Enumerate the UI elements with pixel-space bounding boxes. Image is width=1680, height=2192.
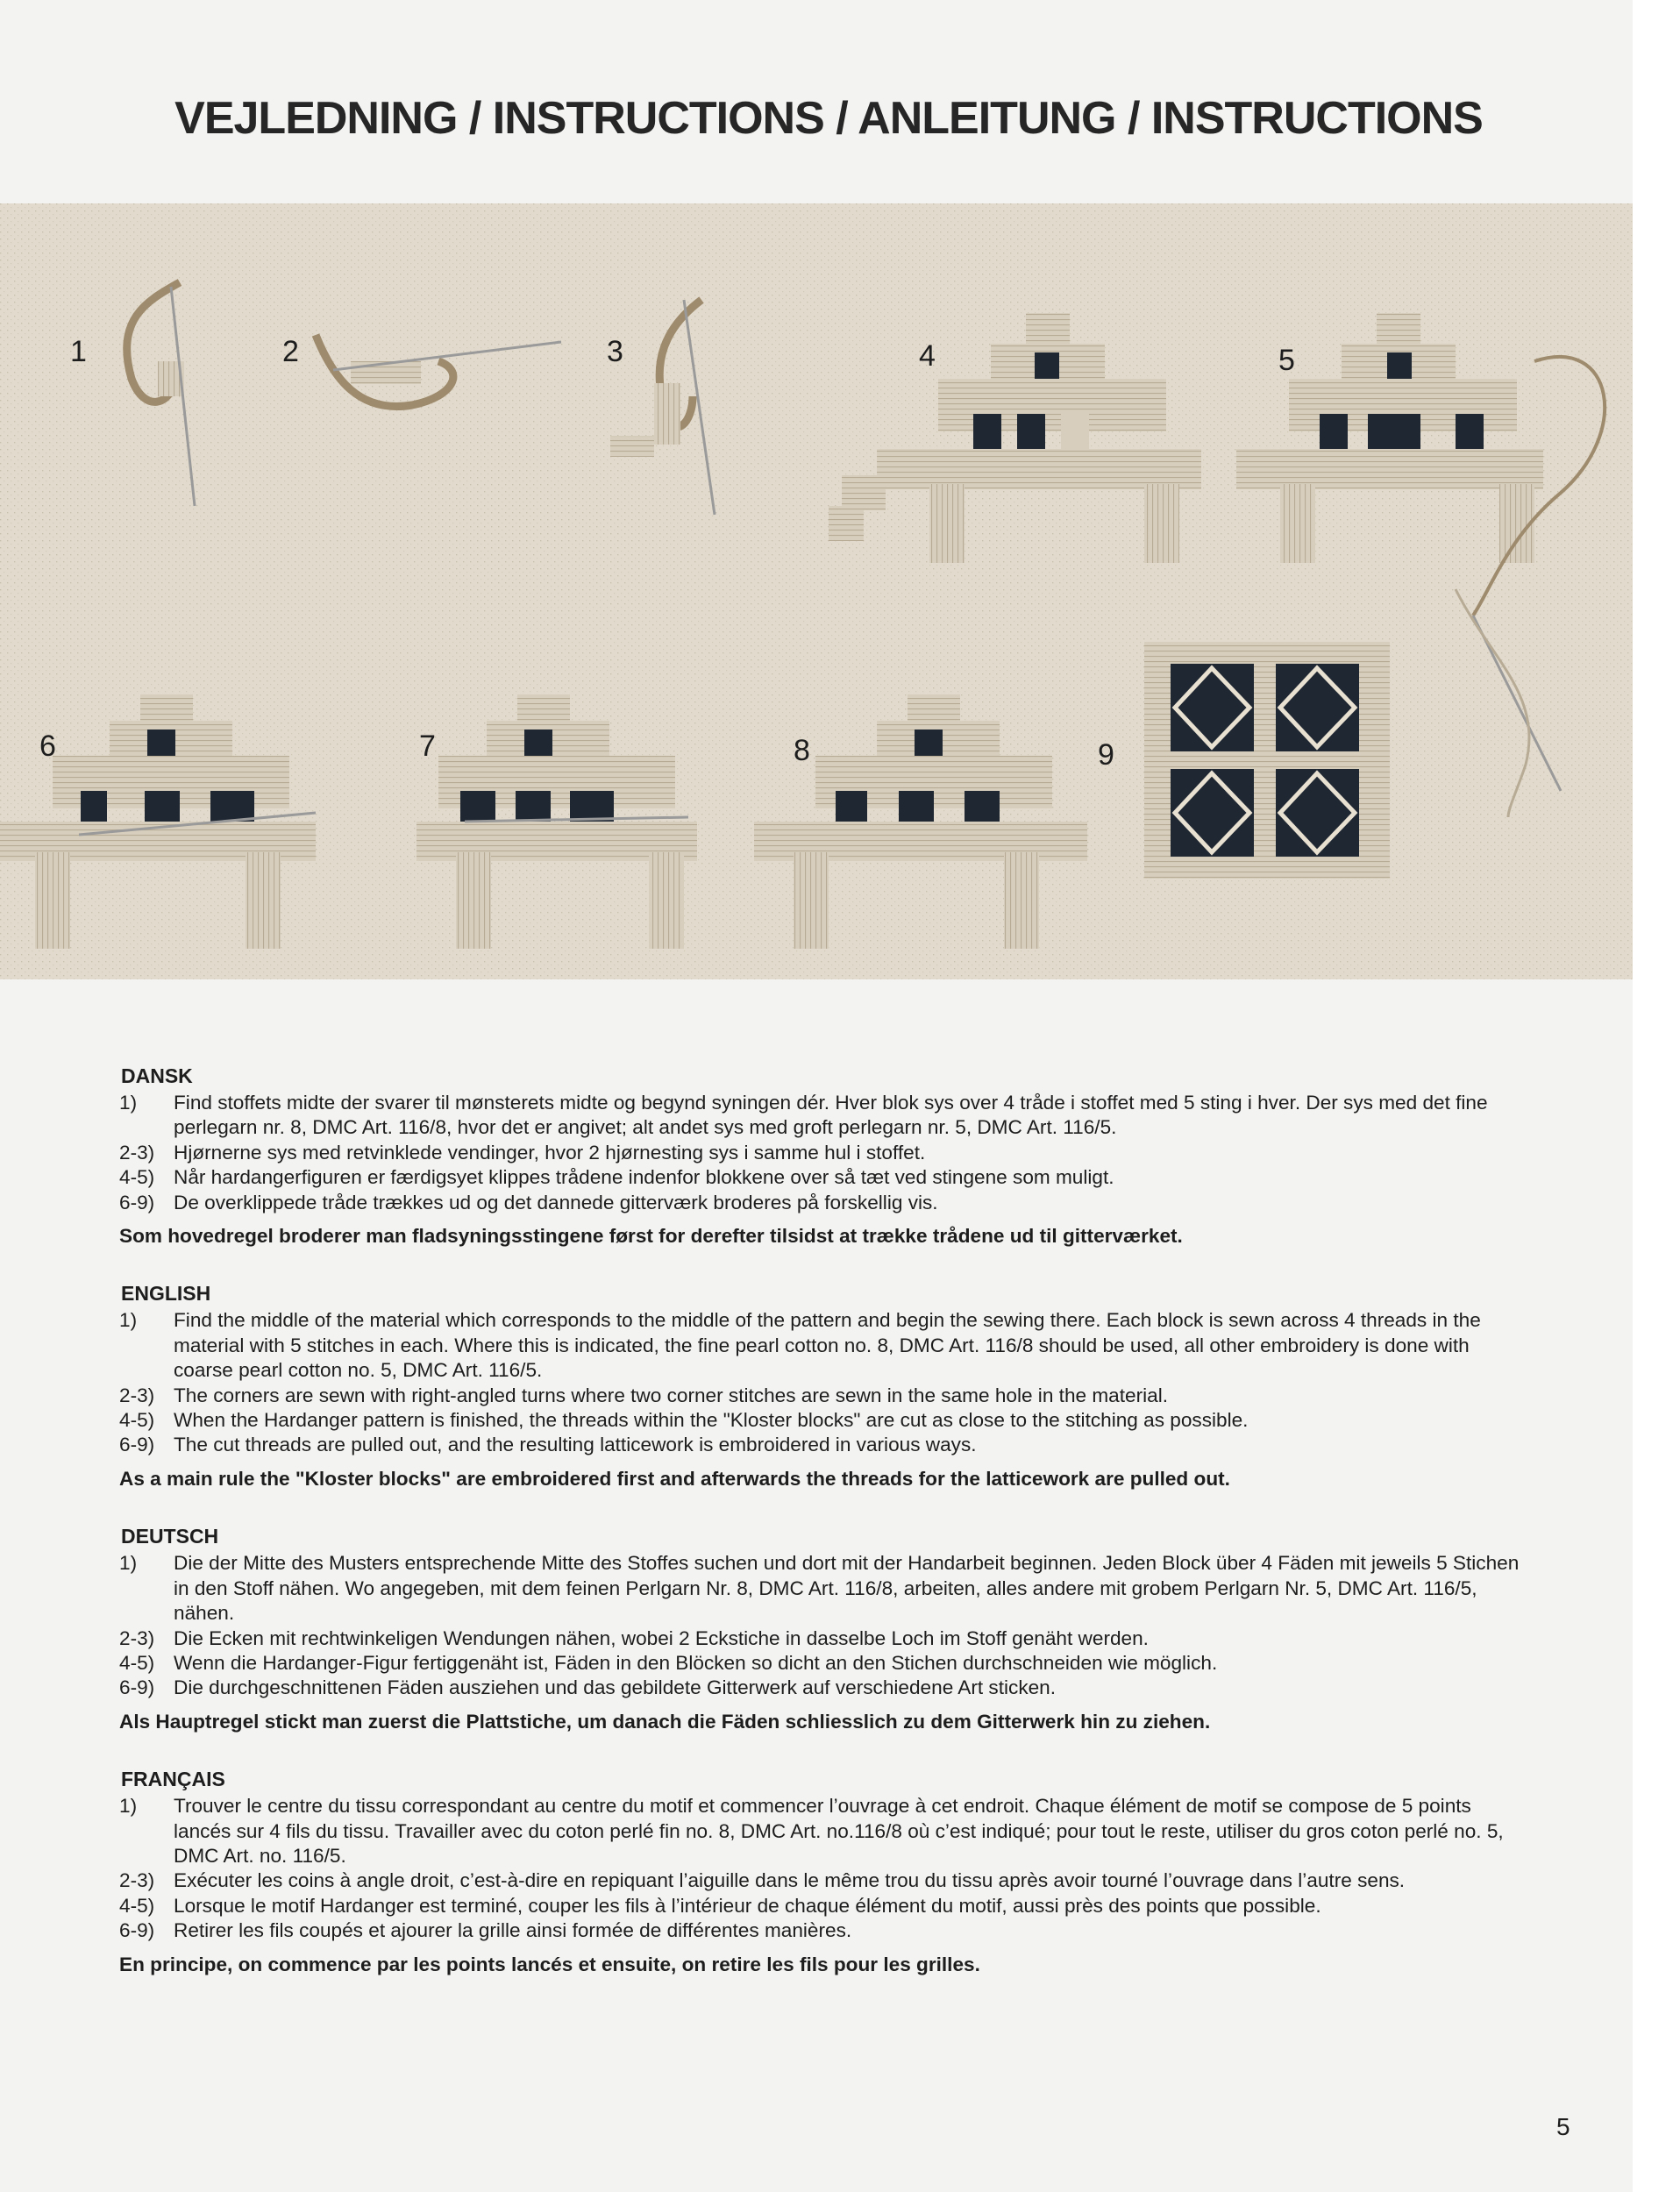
section-deutsch	[119, 1523, 1522, 1734]
instruction-step	[119, 1191, 1522, 1215]
page-edge	[1633, 0, 1680, 2192]
step-text: The corners are sewn with right-angled turns where two corner stitches are sewn in the same hole in the material.	[174, 1384, 1168, 1406]
step-text: Når hardangerfiguren er færdigsyet klippes trådene indenfor blokkene over så tæt ved stingene som muligt.	[174, 1166, 1114, 1189]
step-number: 2-3)	[119, 1626, 155, 1649]
step-number: 6-9)	[119, 1919, 155, 1942]
step-label-5: 5	[1278, 344, 1295, 377]
instructions-text	[119, 1063, 1522, 2009]
section-heading: DEUTSCH	[121, 1525, 219, 1548]
step-text: Trouver le centre du tissu correspondant au centre du motif et commencer l’ouvrage à cet endroit. Chaque élément de motif se compose de 5 points lancés sur 4 fils du tissu. Travailler avec du coton perlé fin no. 8, DMC Art. no.116/8 où c’est indiqué; pour tout le reste, utiliser du gros coton perlé no. 5, DMC Art. no. 116/5.	[174, 1795, 1504, 1867]
instruction-step	[119, 1091, 1522, 1141]
section-heading: FRANÇAIS	[121, 1768, 225, 1791]
section-heading: DANSK	[121, 1064, 193, 1087]
embroidery-illustration	[0, 203, 1633, 979]
step-text: Wenn die Hardanger-Figur fertiggenäht ist, Fäden in den Blöcken so dicht an den Stichen durchschneiden wie möglich.	[174, 1651, 1218, 1674]
step-number: 2-3)	[119, 1141, 155, 1164]
step-text: Find stoffets midte der svarer til mønsterets midte og begynd syningen dér. Hver blok sys over 4 tråde i stoffet med 5 sting i hver. Der sys med det fine perlegarn nr. 8, DMC Art. 116/8, hvor det er angivet; alt andet sys med groft perlegarn nr. 5, DMC Art. 116/5.	[174, 1092, 1488, 1139]
main-rule: Som hovedregel broderer man fladsyningsstingene først for derefter tilsidst at trække trådene ud til gitterværket.	[119, 1225, 1183, 1248]
section-francais	[119, 1766, 1522, 1977]
step-text: De overklippede tråde trækkes ud og det dannede gitterværk broderes på forskellig vis.	[174, 1191, 938, 1213]
step-number: 2-3)	[119, 1869, 155, 1892]
step-text: When the Hardanger pattern is finished, the threads within the "Kloster blocks" are cut as close to the stitching as possible.	[174, 1409, 1249, 1432]
step-text: The cut threads are pulled out, and the resulting latticework is embroidered in various ways.	[174, 1434, 977, 1456]
step-text: Die der Mitte des Musters entsprechende Mitte des Stoffes suchen und dort mit der Handarbeit beginnen. Jeden Block über 4 Fäden mit jeweils 5 Stichen in den Stoff nähen. Wo angegeben, mit dem feinen Perlgarn Nr. 8, DMC Art. 116/8, arbeiten, alles andere mit grobem Perlgarn Nr. 5, DMC Art. 116/5, nähen.	[174, 1552, 1520, 1625]
instruction-step	[119, 1308, 1522, 1383]
step-text: Hjørnerne sys med retvinklede vendinger, hvor 2 hjørnesting sys i samme hul i stoffet.	[174, 1141, 926, 1164]
section-dansk	[119, 1063, 1522, 1249]
step-label-6: 6	[39, 729, 56, 763]
step-label-9: 9	[1098, 738, 1114, 772]
step-number: 6-9)	[119, 1191, 155, 1213]
instruction-step	[119, 1384, 1522, 1408]
step-label-7: 7	[419, 729, 436, 763]
instruction-step	[119, 1626, 1522, 1651]
step-label-4: 4	[919, 339, 936, 373]
main-rule: As a main rule the "Kloster blocks" are embroidered first and afterwards the threads for the latticework are pulled out.	[119, 1467, 1230, 1490]
instruction-step	[119, 1676, 1522, 1700]
step-text: Exécuter les coins à angle droit, c’est-à-dire en repiquant l’aiguille dans le même trou du tissu après avoir tourné l’ouvrage dans l’autre sens.	[174, 1869, 1406, 1892]
instruction-step	[119, 1551, 1522, 1626]
step-text: Retirer les fils coupés et ajourer la grille ainsi formée de différentes manières.	[174, 1919, 852, 1942]
step-number: 6-9)	[119, 1434, 155, 1456]
page-title: VEJLEDNING / INSTRUCTIONS / ANLEITUNG / INSTRUCTIONS	[174, 92, 1483, 144]
main-rule: En principe, on commence par les points lancés et ensuite, on retire les fils pour les grilles.	[119, 1953, 980, 1975]
instruction-step	[119, 1894, 1522, 1918]
instruction-step	[119, 1918, 1522, 1943]
step-label-2: 2	[282, 335, 299, 368]
instruction-step	[119, 1141, 1522, 1165]
step-number: 6-9)	[119, 1676, 155, 1699]
step-label-3: 3	[607, 335, 623, 368]
section-heading: ENGLISH	[121, 1282, 211, 1306]
instruction-step	[119, 1868, 1522, 1893]
step-number: 4-5)	[119, 1894, 155, 1917]
step-9-lattice	[1144, 642, 1390, 879]
instruction-step	[119, 1651, 1522, 1676]
step-number: 4-5)	[119, 1409, 155, 1432]
step-number: 1)	[119, 1092, 138, 1114]
step-number: 2-3)	[119, 1384, 155, 1406]
embroidery-photo	[0, 203, 1633, 979]
step-label-8: 8	[794, 734, 810, 767]
instruction-step	[119, 1794, 1522, 1868]
step-number: 1)	[119, 1552, 138, 1575]
page-number: 5	[1556, 2113, 1570, 2140]
step-number: 1)	[119, 1309, 138, 1332]
step-number: 4-5)	[119, 1166, 155, 1189]
step-number: 1)	[119, 1795, 138, 1818]
step-text: Die Ecken mit rechtwinkeligen Wendungen nähen, wobei 2 Eckstiche in dasselbe Loch im Stoff genäht werden.	[174, 1626, 1149, 1649]
instruction-step	[119, 1433, 1522, 1457]
step-label-1: 1	[70, 335, 87, 368]
step-number: 4-5)	[119, 1651, 155, 1674]
step-text: Lorsque le motif Hardanger est terminé, couper les fils à l’intérieur de chaque élément du motif, aussi près des points que possible.	[174, 1894, 1321, 1917]
step-text: Die durchgeschnittenen Fäden ausziehen und das gebildete Gitterwerk auf verschiedene Art sticken.	[174, 1676, 1057, 1699]
instruction-step	[119, 1408, 1522, 1433]
instruction-step	[119, 1165, 1522, 1190]
main-rule: Als Hauptregel stickt man zuerst die Plattstiche, um danach die Fäden schliesslich zu dem Gitterwerk hin zu ziehen.	[119, 1710, 1211, 1733]
section-english	[119, 1280, 1522, 1491]
step-text: Find the middle of the material which corresponds to the middle of the pattern and begin the sewing there. Each block is sewn across 4 threads in the material with 5 stitches in each. Where this is indicated, the fine pearl cotton no. 8, DMC Art. 116/8 should be used, all other embroidery is done with coarse pearl cotton no. 5, DMC Art. 116/5.	[174, 1309, 1481, 1382]
